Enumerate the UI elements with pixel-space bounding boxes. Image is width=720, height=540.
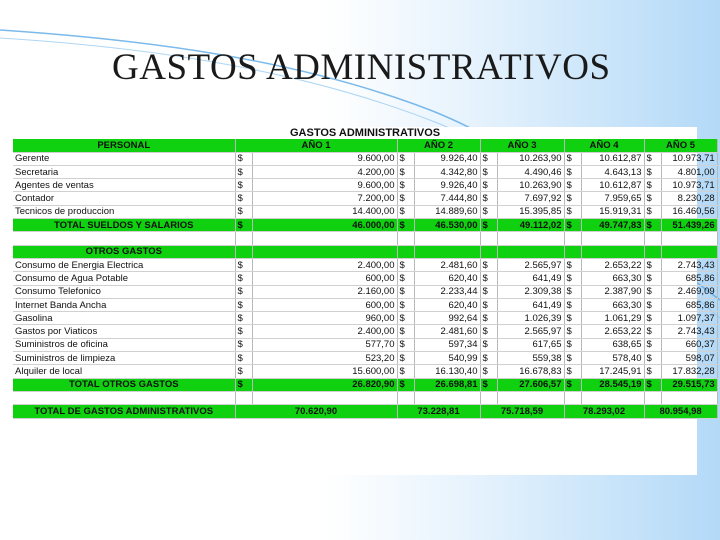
currency-symbol: $ [564,165,581,178]
cell-value: 2.743,43 [661,258,717,271]
blank-cell [13,391,235,404]
currency-symbol: $ [564,152,581,165]
otros-header: OTROS GASTOS [13,245,235,258]
cell-value: 26.698,81 [414,378,480,391]
table-row [13,165,717,178]
cell-value: 2.387,90 [581,285,644,298]
blank-cell [414,245,480,258]
cell-value: 26.820,90 [252,378,397,391]
cell-value: 2.653,22 [581,258,644,271]
cell-value: 28.545,19 [581,378,644,391]
cell-value: 15.919,31 [581,205,644,218]
currency-symbol: $ [564,285,581,298]
cell-value: 7.200,00 [252,192,397,205]
blank-cell [397,245,414,258]
grand-total-row [13,405,717,418]
currency-symbol: $ [644,352,661,365]
currency-symbol: $ [397,298,414,311]
header-personal: PERSONAL [13,139,235,152]
table-row [13,258,717,271]
blank-cell [397,391,414,404]
blank-cell [235,391,252,404]
blank-cell [13,232,235,245]
blank-cell [661,391,717,404]
currency-symbol: $ [480,192,497,205]
cell-value: 10.973,71 [661,152,717,165]
row-label: Tecnicos de produccion [13,205,235,218]
cell-value: 4.643,13 [581,165,644,178]
cell-value: 27.606,57 [497,378,564,391]
blank-cell [252,232,397,245]
blank-row [13,232,717,245]
blank-cell [480,245,497,258]
currency-symbol: $ [235,258,252,271]
currency-symbol: $ [235,352,252,365]
cell-value: 10.612,87 [581,179,644,192]
cell-value: 600,00 [252,298,397,311]
currency-symbol: $ [644,179,661,192]
currency-symbol: $ [564,258,581,271]
cell-value: 46.000,00 [252,219,397,232]
currency-symbol: $ [644,258,661,271]
cell-value: 16.130,40 [414,365,480,378]
blank-row [13,391,717,404]
currency-symbol: $ [397,165,414,178]
currency-symbol: $ [397,219,414,232]
cell-value: 523,20 [252,352,397,365]
currency-symbol: $ [564,179,581,192]
cell-value: 7.697,92 [497,192,564,205]
blank-cell [480,232,497,245]
currency-symbol: $ [644,285,661,298]
table-row [13,285,717,298]
cell-value: 9.926,40 [414,179,480,192]
currency-symbol: $ [397,338,414,351]
row-label: Contador [13,192,235,205]
blank-cell [497,245,564,258]
currency-symbol: $ [397,325,414,338]
blank-cell [564,232,581,245]
cell-value: 2.481,60 [414,258,480,271]
currency-symbol: $ [235,192,252,205]
currency-symbol: $ [480,205,497,218]
row-label: TOTAL OTROS GASTOS [13,378,235,391]
cell-value: 641,49 [497,298,564,311]
blank-cell [497,391,564,404]
currency-symbol: $ [644,298,661,311]
cell-value: 992,64 [414,312,480,325]
currency-symbol: $ [564,219,581,232]
cell-value: 663,30 [581,298,644,311]
header-year: AÑO 1 [235,139,397,152]
blank-cell [644,232,661,245]
currency-symbol: $ [235,338,252,351]
table-row [13,179,717,192]
cell-value: 2.469,09 [661,285,717,298]
header-row [13,139,717,152]
blank-cell [564,245,581,258]
table-row [13,192,717,205]
cell-value: 620,40 [414,298,480,311]
currency-symbol: $ [644,312,661,325]
currency-symbol: $ [480,179,497,192]
blank-cell [564,391,581,404]
currency-symbol: $ [397,258,414,271]
grand-total-value: 78.293,02 [564,405,644,418]
currency-symbol: $ [564,272,581,285]
row-label: Consumo de Agua Potable [13,272,235,285]
currency-symbol: $ [480,325,497,338]
cell-value: 2.309,38 [497,285,564,298]
currency-symbol: $ [235,179,252,192]
cell-value: 10.263,90 [497,152,564,165]
currency-symbol: $ [235,272,252,285]
row-label: Gastos por Viaticos [13,325,235,338]
currency-symbol: $ [644,192,661,205]
currency-symbol: $ [644,152,661,165]
blank-cell [497,232,564,245]
blank-cell [235,232,252,245]
grand-total-label: TOTAL DE GASTOS ADMINISTRATIVOS [13,405,235,418]
cell-value: 600,00 [252,272,397,285]
cell-value: 14.889,60 [414,205,480,218]
currency-symbol: $ [644,325,661,338]
currency-symbol: $ [397,378,414,391]
row-label: Consumo Telefonico [13,285,235,298]
currency-symbol: $ [480,285,497,298]
table-row [13,378,717,391]
cell-value: 7.959,65 [581,192,644,205]
cell-value: 51.439,26 [661,219,717,232]
currency-symbol: $ [644,205,661,218]
currency-symbol: $ [564,352,581,365]
cell-value: 1.026,39 [497,312,564,325]
cell-value: 9.600,00 [252,152,397,165]
row-label: Internet Banda Ancha [13,298,235,311]
cell-value: 4.801,00 [661,165,717,178]
blank-cell [414,391,480,404]
cell-value: 2.233,44 [414,285,480,298]
currency-symbol: $ [235,298,252,311]
currency-symbol: $ [235,152,252,165]
currency-symbol: $ [480,338,497,351]
cell-value: 638,65 [581,338,644,351]
table-title: GASTOS ADMINISTRATIVOS [290,127,441,139]
blank-cell [397,232,414,245]
currency-symbol: $ [235,219,252,232]
cell-value: 2.653,22 [581,325,644,338]
blank-cell [644,245,661,258]
cell-value: 2.400,00 [252,325,397,338]
cell-value: 2.565,97 [497,325,564,338]
cell-value: 960,00 [252,312,397,325]
currency-symbol: $ [644,338,661,351]
currency-symbol: $ [564,325,581,338]
currency-symbol: $ [480,258,497,271]
cell-value: 4.342,80 [414,165,480,178]
currency-symbol: $ [644,219,661,232]
cell-value: 16.678,83 [497,365,564,378]
cell-value: 16.460,56 [661,205,717,218]
cell-value: 685,86 [661,272,717,285]
cell-value: 540,99 [414,352,480,365]
blank-cell [252,391,397,404]
cell-value: 2.743,43 [661,325,717,338]
table-row [13,298,717,311]
table-row [13,219,717,232]
cell-value: 9.926,40 [414,152,480,165]
currency-symbol: $ [564,205,581,218]
expenses-table [13,127,718,419]
currency-symbol: $ [480,378,497,391]
cell-value: 2.160,00 [252,285,397,298]
currency-symbol: $ [235,312,252,325]
table-row [13,352,717,365]
row-label: Consumo de Energia Electrica [13,258,235,271]
currency-symbol: $ [397,312,414,325]
cell-value: 641,49 [497,272,564,285]
currency-symbol: $ [564,378,581,391]
table-row [13,325,717,338]
currency-symbol: $ [644,365,661,378]
row-label: Agentes de ventas [13,179,235,192]
cell-value: 2.565,97 [497,258,564,271]
currency-symbol: $ [480,219,497,232]
blank-cell [480,391,497,404]
header-year: AÑO 5 [644,139,717,152]
cell-value: 8.230,28 [661,192,717,205]
cell-value: 7.444,80 [414,192,480,205]
blank-cell [644,391,661,404]
currency-symbol: $ [235,165,252,178]
currency-symbol: $ [397,179,414,192]
currency-symbol: $ [235,325,252,338]
currency-symbol: $ [397,365,414,378]
cell-value: 660,37 [661,338,717,351]
cell-value: 10.263,90 [497,179,564,192]
table-title-row [13,127,717,139]
grand-total-value: 75.718,59 [480,405,564,418]
cell-value: 46.530,00 [414,219,480,232]
cell-value: 29.515,73 [661,378,717,391]
blank-cell [235,245,252,258]
row-label: Gasolina [13,312,235,325]
currency-symbol: $ [397,285,414,298]
row-label: TOTAL SUELDOS Y SALARIOS [13,219,235,232]
currency-symbol: $ [480,365,497,378]
cell-value: 1.097,37 [661,312,717,325]
cell-value: 559,38 [497,352,564,365]
currency-symbol: $ [564,365,581,378]
currency-symbol: $ [235,205,252,218]
cell-value: 15.600,00 [252,365,397,378]
currency-symbol: $ [564,192,581,205]
cell-value: 620,40 [414,272,480,285]
cell-value: 1.061,29 [581,312,644,325]
cell-value: 49.112,02 [497,219,564,232]
cell-value: 49.747,83 [581,219,644,232]
blank-cell [581,391,644,404]
blank-cell [581,232,644,245]
blank-cell [414,232,480,245]
cell-value: 663,30 [581,272,644,285]
table-row [13,152,717,165]
row-label: Secretaria [13,165,235,178]
cell-value: 4.200,00 [252,165,397,178]
currency-symbol: $ [235,378,252,391]
otros-header-row [13,245,717,258]
currency-symbol: $ [564,338,581,351]
currency-symbol: $ [480,312,497,325]
currency-symbol: $ [644,378,661,391]
header-year: AÑO 2 [397,139,480,152]
currency-symbol: $ [480,352,497,365]
cell-value: 14.400,00 [252,205,397,218]
currency-symbol: $ [397,152,414,165]
cell-value: 17.832,28 [661,365,717,378]
currency-symbol: $ [397,205,414,218]
cell-value: 598,07 [661,352,717,365]
currency-symbol: $ [397,192,414,205]
cell-value: 4.490,46 [497,165,564,178]
table-row [13,338,717,351]
table-row [13,272,717,285]
row-label: Suministros de oficina [13,338,235,351]
spreadsheet [13,127,715,475]
currency-symbol: $ [235,365,252,378]
cell-value: 9.600,00 [252,179,397,192]
currency-symbol: $ [480,272,497,285]
blank-cell [252,245,397,258]
currency-symbol: $ [480,298,497,311]
grand-total-value: 80.954,98 [644,405,717,418]
header-year: AÑO 3 [480,139,564,152]
cell-value: 578,40 [581,352,644,365]
cell-value: 10.973,71 [661,179,717,192]
header-year: AÑO 4 [564,139,644,152]
table-row [13,205,717,218]
cell-value: 15.395,85 [497,205,564,218]
row-label: Gerente [13,152,235,165]
cell-value: 577,70 [252,338,397,351]
blank-cell [661,232,717,245]
table-row [13,365,717,378]
blank-cell [581,245,644,258]
currency-symbol: $ [480,152,497,165]
cell-value: 10.612,87 [581,152,644,165]
currency-symbol: $ [644,272,661,285]
currency-symbol: $ [564,312,581,325]
grand-total-value: 70.620,90 [235,405,397,418]
cell-value: 17.245,91 [581,365,644,378]
cell-value: 2.400,00 [252,258,397,271]
table-row [13,312,717,325]
currency-symbol: $ [564,298,581,311]
currency-symbol: $ [235,285,252,298]
cell-value: 2.481,60 [414,325,480,338]
currency-symbol: $ [644,165,661,178]
slide-title: GASTOS ADMINISTRATIVOS [112,47,611,88]
cell-value: 597,34 [414,338,480,351]
cell-value: 617,65 [497,338,564,351]
grand-total-value: 73.228,81 [397,405,480,418]
blank-cell [661,245,717,258]
currency-symbol: $ [480,165,497,178]
row-label: Suministros de limpieza [13,352,235,365]
row-label: Alquiler de local [13,365,235,378]
currency-symbol: $ [397,272,414,285]
cell-value: 685,86 [661,298,717,311]
currency-symbol: $ [397,352,414,365]
